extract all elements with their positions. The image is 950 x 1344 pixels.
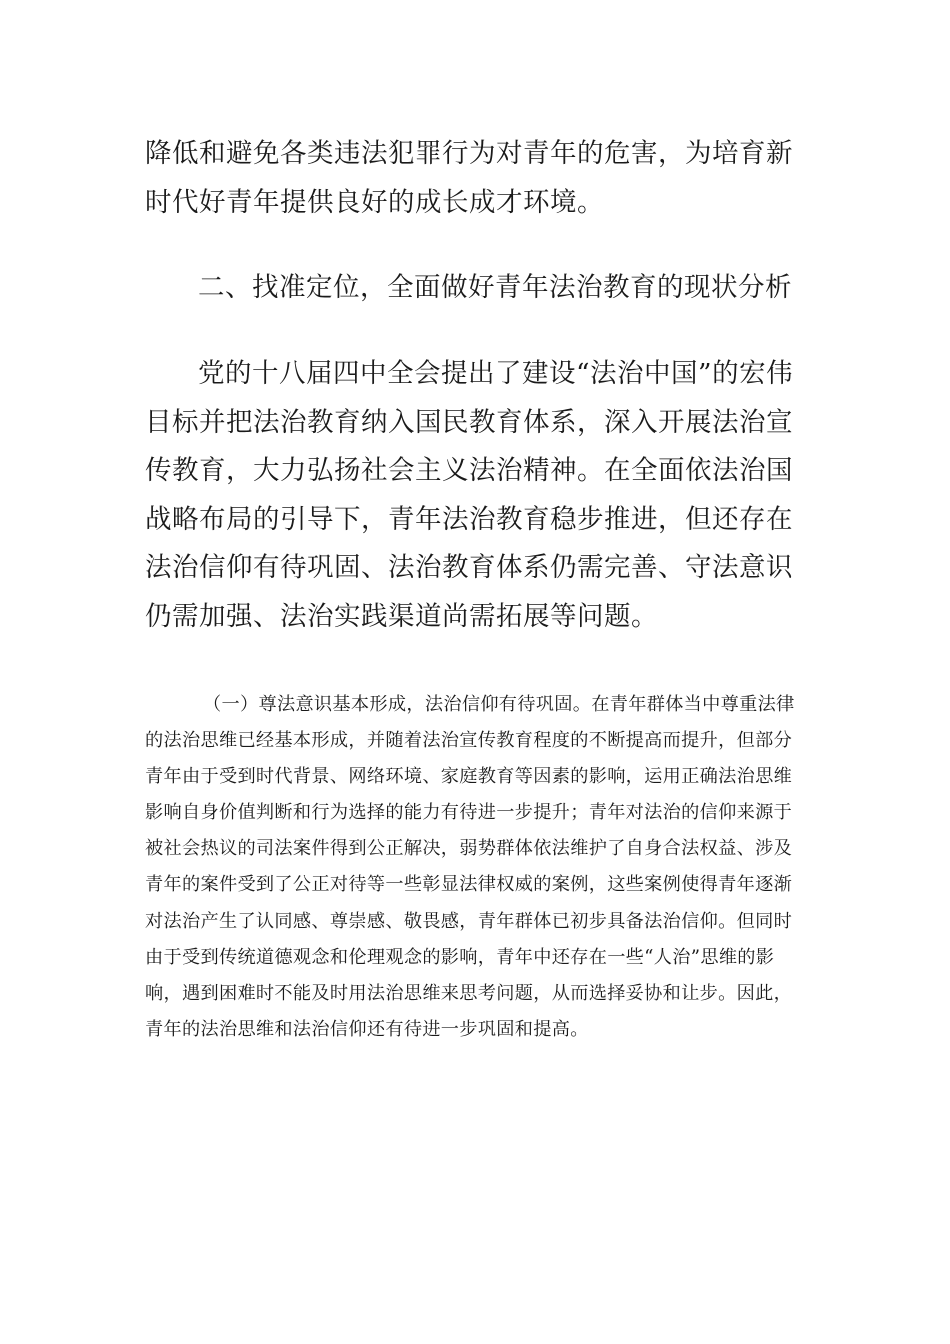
section-heading: 二、找准定位，全面做好青年法治教育的现状分析	[198, 272, 792, 303]
subsection-paragraph: （一）尊法意识基本形成，法治信仰有待巩固。在青年群体当中尊重法律的法治思维已经基本形成，并随着法治宣传教育程度的不断提高而提升，但部分青年由于受到时代背景、网络环境、家庭教育等因素的影响，运用正确法治思维影响自身价值判断和行为选择的能力有待进一步提升；青年对法治的信仰来源于被社会热议的司法案件得到公正解决，弱势群体依法维护了自身合法权益、涉及青年的案件受到了公正对待等一些彰显法律权威的案例，这些案例使得青年逐渐对法治产生了认同感、尊崇感、敬畏感，青年群体已初步具备法治信仰。但同时由于受到传统道德观念和伦理观念的影响，青年中还存在一些“人治”思维的影响，遇到困难时不能及时用法治思维来思考问题，从而选择妥协和让步。因此，青年的法治思维和法治信仰还有待进一步巩固和提高。	[145, 694, 795, 1040]
intro-paragraph: 降低和避免各类违法犯罪行为对青年的危害，为培育新时代好青年提供良好的成长成才环境。	[145, 138, 793, 218]
main-paragraph: 党的十八届四中全会提出了建设“法治中国”的宏伟目标并把法治教育纳入国民教育体系，深入开展法治宣传教育，大力弘扬社会主义法治精神。在全面依法治国战略布局的引导下，青年法治教育稳步推进，但还存在法治信仰有待巩固、法治教育体系仍需完善、守法意识仍需加强、法治实践渠道尚需拓展等问题。	[145, 358, 794, 632]
